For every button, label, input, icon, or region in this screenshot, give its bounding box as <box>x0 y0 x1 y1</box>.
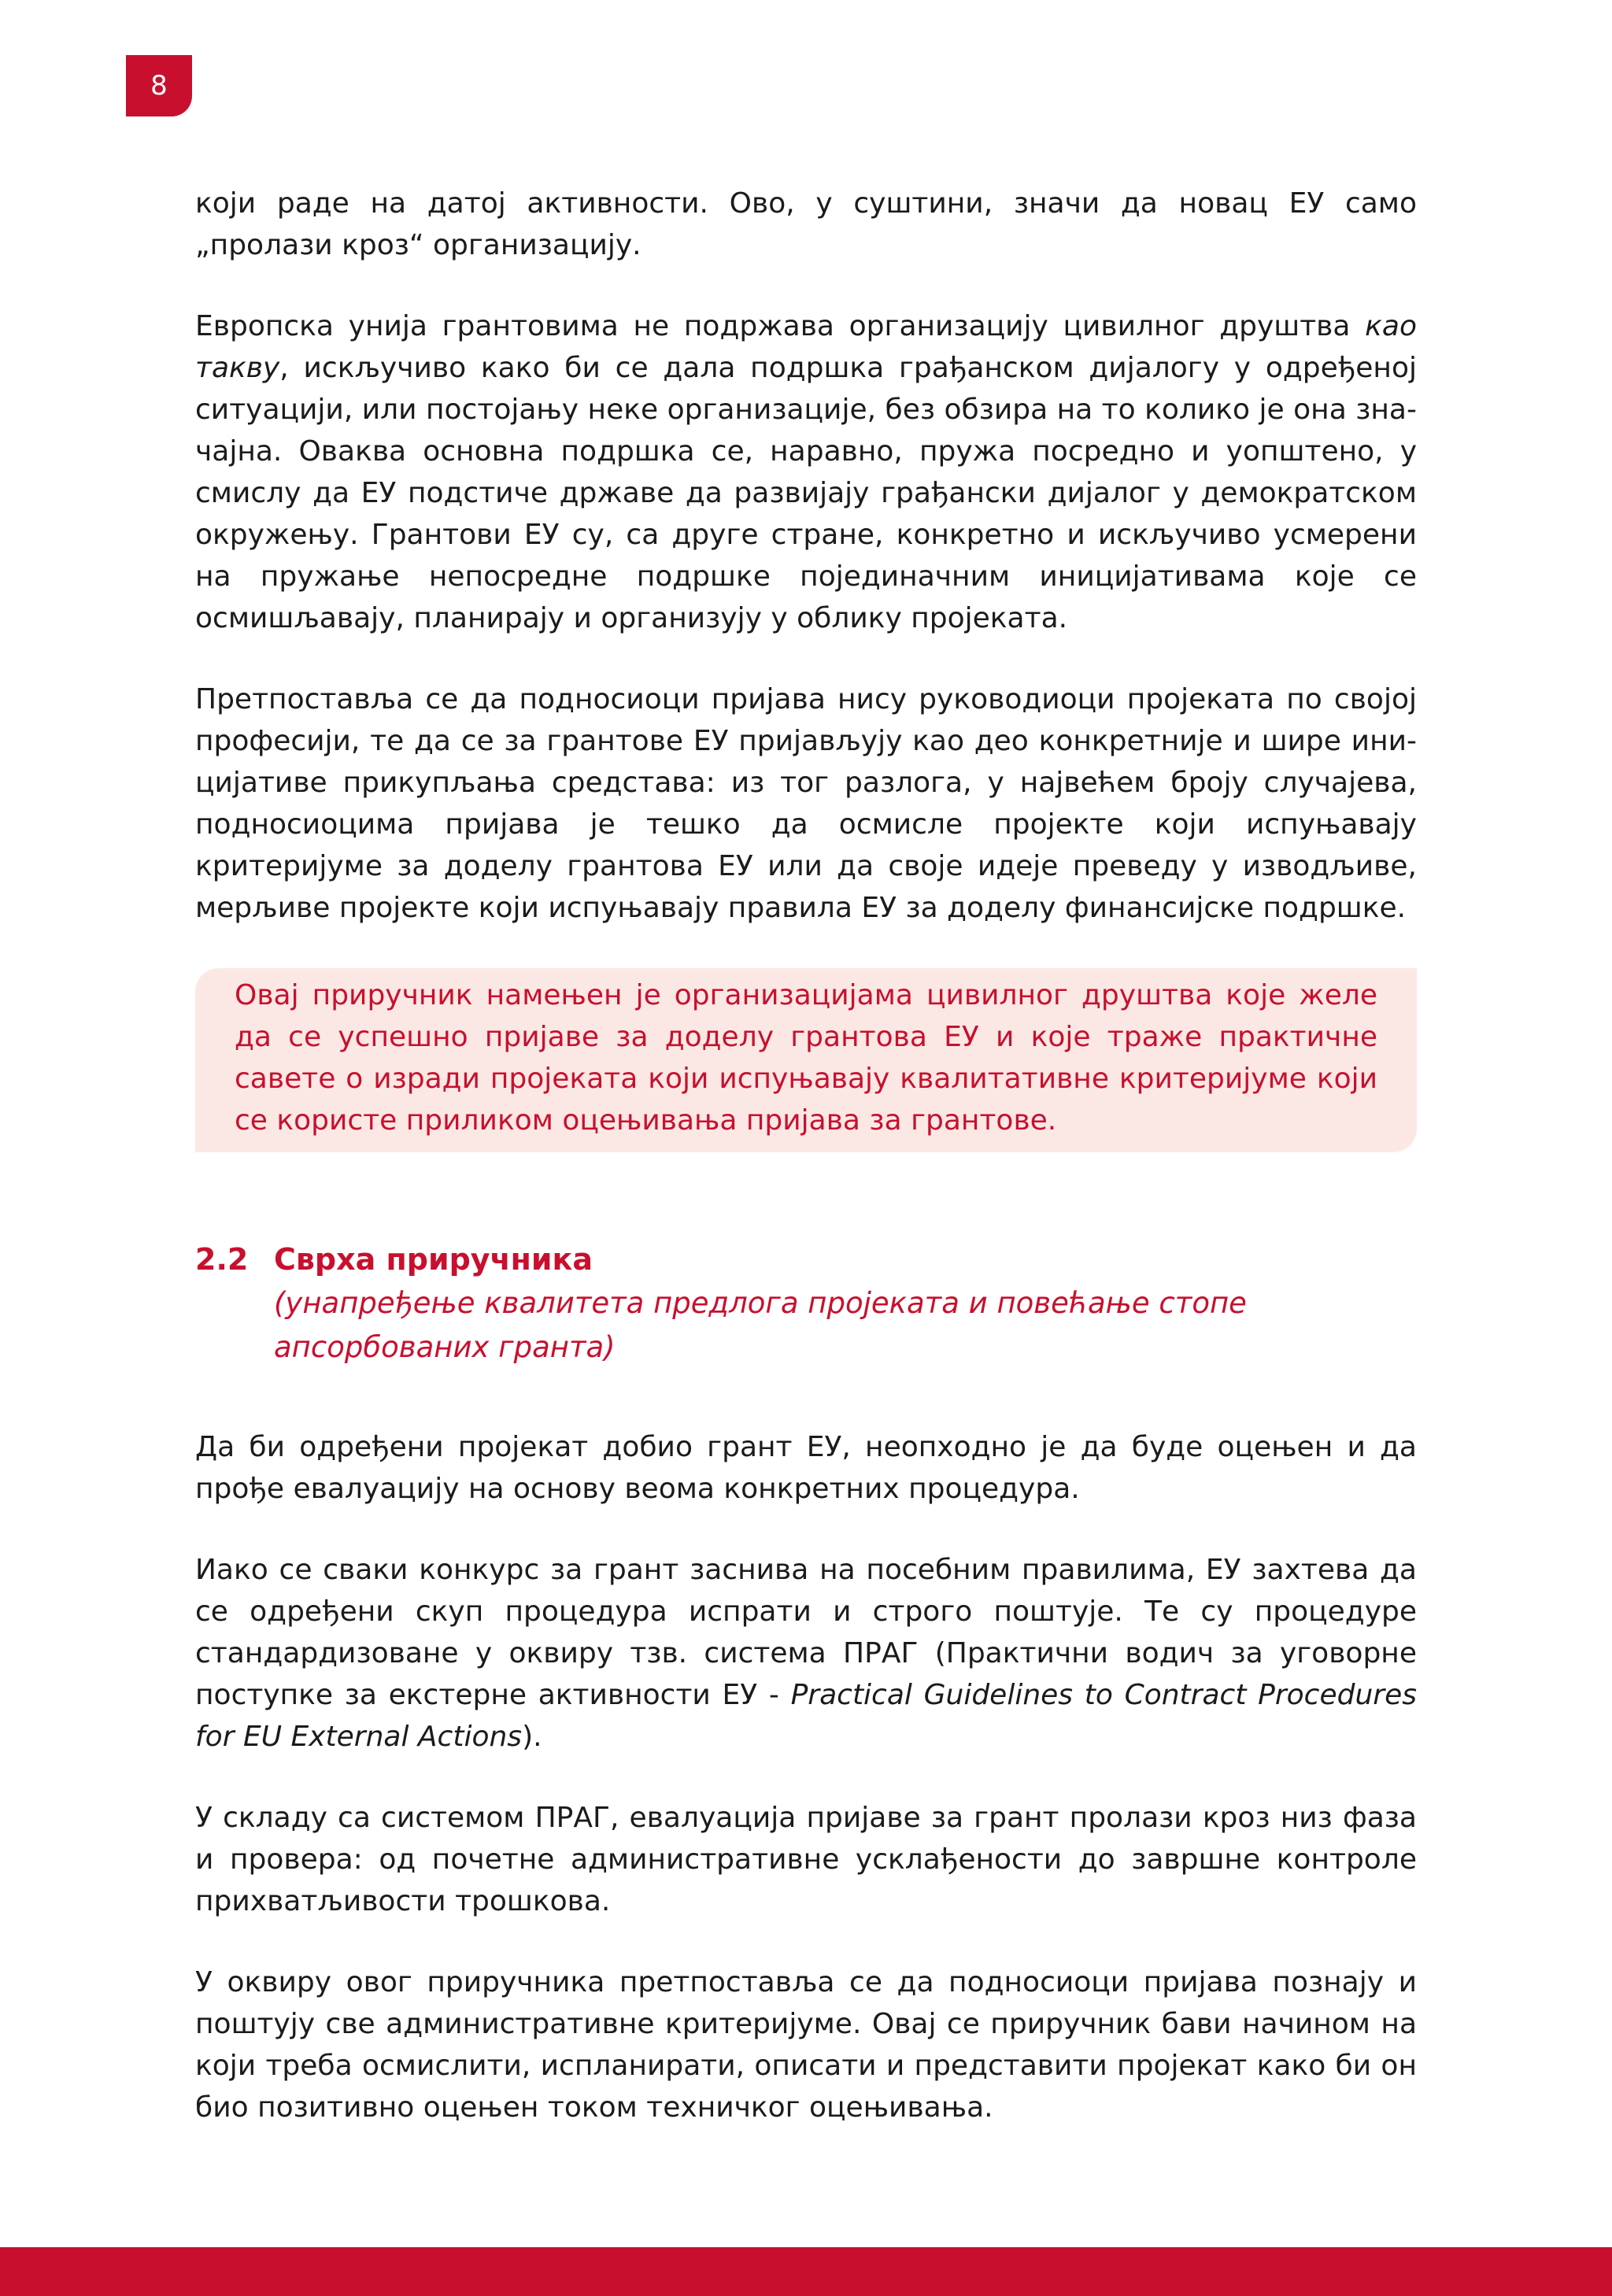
paragraph-4: Да би одређени пројекат добио грант ЕУ, неопходно је да буде оцењен и да прође евалуацију на основу веома конкретних процедура. <box>195 1431 1417 1505</box>
callout-text: Овај приручник намењен је организацијама цивилног друштва које желе да се успешно пријаве за доделу грантова ЕУ и које траже практичне савете о изради пројеката који испуњавају квалитативне критеријуме који се користе приликом оцењивања пријава за грантове. <box>235 979 1377 1137</box>
bottom-accent-bar <box>0 2247 1612 2296</box>
page-number-badge <box>126 55 192 116</box>
section-heading <box>195 1237 1417 1370</box>
section-title: Сврха приручника <box>274 1242 593 1277</box>
paragraph-6: У складу са системом ПРАГ, евалуација пријаве за грант пролази кроз низ фаза и провера: од почетне административне усклађености до завршне контроле прихватљивости трошкова. <box>195 1802 1417 1917</box>
paragraph-7: У оквиру овог приручника претпоставља се да подносиоци пријава познају и поштују све административне критеријуме. Овај се приручник бави начином на који треба осмислити, испланирати, описати и представити пројекат како би он био позитивно оцењен током техничког оцењивања. <box>195 1966 1417 2124</box>
page-number: 8 <box>150 70 168 102</box>
paragraph-5-start: Иако се сваки конкурс за грант заснива на посебним правилима, ЕУ захтева да се одређени скуп процедура испрати и строго поштује. Те су процедуре стандардизоване у оквиру тзв. система ПРАГ (Практични водич за уговорне поступке за екстерне активности ЕУ - <box>195 1554 1417 1711</box>
paragraph-3: Претпоставља се да подносиоци пријава нису руководиоци пројеката по својој професији, те да се за грантове ЕУ пријављују као део конкретније и шире иницијативе прикупљања средстава: из тог разлога, у највећем броју случајева, подносиоцима пријава је тешко да осмисле пројекте који испуњавају критеријуме за доделу грантова ЕУ или да своје идеје преведу у изводљиве, мерљиве пројекте који испуњавају правила ЕУ за доделу финансијске подршке. <box>195 683 1417 924</box>
callout-box <box>195 968 1417 1152</box>
paragraph-5 <box>195 1549 1417 1758</box>
paragraph-1: који раде на датој активности. Ово, у суштини, значи да новац ЕУ само „пролази кроз“ организацију. <box>195 187 1417 261</box>
paragraph-5-end: ). <box>522 1721 542 1753</box>
paragraph-5-emphasis: Practical Guidelines to Contract Procedures for EU External Actions <box>195 1679 1417 1753</box>
paragraph-2-emphasis: као такву <box>195 310 1417 384</box>
paragraph-2-start: Европска унија грантовима не подржава организацију цивилног друштва <box>195 310 1366 342</box>
section-number: 2.2 <box>195 1242 249 1277</box>
section-heading-texts <box>274 1237 1417 1370</box>
paragraph-2 <box>195 305 1417 639</box>
paragraph-2-end: , искључиво како би се дала подршка грађанском дијалогу у одређеној ситуацији, или постојању неке организације, без обзира на то колико је она значајна. Оваква основна подршка се, наравно, пружа посредно и уопштено, у смислу да ЕУ подстиче државе да развијају грађански дијалог у демократском окружењу. Грантови ЕУ су, са друге стране, конкретно и искључиво усмерени на пружање непосредне подршке појединачним иницијативама које се осмишљавају, планирају и организују у облику пројеката. <box>195 352 1417 634</box>
page-content <box>195 183 1417 2168</box>
section-subtitle: (унапређење квалитета предлога пројеката и повећање стопе апсорбованих гранта) <box>274 1286 1247 1364</box>
